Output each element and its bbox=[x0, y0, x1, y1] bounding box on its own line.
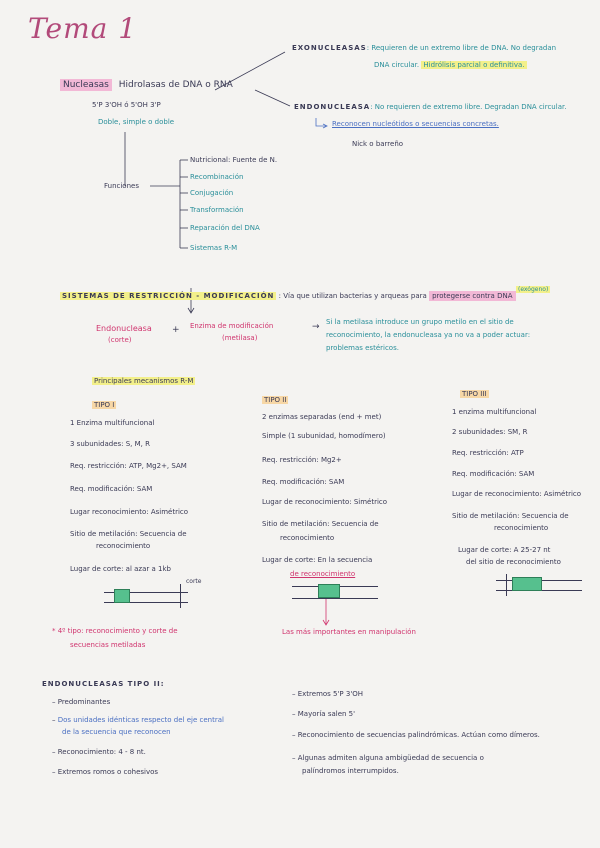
endo2-right-5: palíndromos interrumpidos. bbox=[302, 767, 399, 775]
tipo3-item-8: Lugar de corte: A 25-27 nt bbox=[458, 546, 551, 554]
endo2-right-2: – Mayoría salen 5' bbox=[292, 710, 356, 718]
tipo3-item-4: Req. modificación: SAM bbox=[452, 470, 535, 478]
endo2-left-1: – Predominantes bbox=[52, 698, 111, 706]
endo-line1 bbox=[294, 103, 566, 111]
tipo3-item-3: Req. restricción: ATP bbox=[452, 449, 524, 457]
rm-desc-a: : Vía que utilizan bacterias y arqueas para bbox=[278, 292, 427, 300]
tipo3-cut-mark bbox=[506, 574, 507, 596]
page-title: Tema 1 bbox=[28, 12, 138, 45]
endo2-left-2: – Dos unidades idénticas respecto del eje central bbox=[52, 716, 224, 724]
tipo1-cut-mark bbox=[180, 584, 181, 608]
funciones-label: Funciones bbox=[104, 182, 139, 190]
tipo3-item-2: 2 subunidades: SM, R bbox=[452, 428, 528, 436]
tipo1-item-7: reconocimiento bbox=[96, 542, 151, 550]
tipo3-item-1: 1 enzima multifuncional bbox=[452, 408, 537, 416]
nucleasas-label: Nucleasas bbox=[60, 79, 112, 91]
endo2-left-3: de la secuencia que reconocen bbox=[62, 728, 171, 736]
rm-heading: SISTEMAS DE RESTRICCIÓN - MODIFICACIÓN bbox=[62, 292, 275, 300]
tipo2-label: TIPO II bbox=[264, 396, 287, 404]
tipo1-item-1: 1 Enzima multifuncional bbox=[70, 419, 155, 427]
tipo2-item-7: reconocimiento bbox=[280, 534, 335, 542]
endo-label: ENDONUCLEASA bbox=[294, 103, 371, 111]
tipo1-cut-label: corte bbox=[186, 578, 202, 585]
line-to-endo bbox=[255, 90, 290, 106]
exo-text2a: DNA circular. bbox=[374, 61, 420, 69]
rm-enz-a: Enzima de modificación bbox=[190, 322, 274, 330]
exo-text2b: Hidrólisis parcial o definitiva. bbox=[423, 61, 525, 69]
tipo2-item-5: Lugar de reconocimiento: Simétrico bbox=[262, 498, 388, 506]
tipo1-note-b: secuencias metiladas bbox=[70, 641, 146, 649]
tipo3-item-9: del sitio de reconocimiento bbox=[466, 558, 561, 566]
rm-endo-a: Endonucleasa bbox=[96, 324, 152, 333]
tipo2-item-2: Simple (1 subunidad, homodímero) bbox=[262, 432, 386, 440]
rm-desc-c: (exógeno) bbox=[518, 286, 549, 293]
tipo3-item-6: Sitio de metilación: Secuencia de bbox=[452, 512, 569, 520]
rm-desc-b: protegerse contra DNA bbox=[429, 291, 515, 301]
rm-endo-b: (corte) bbox=[108, 336, 132, 344]
tipo1-item-4: Req. modificación: SAM bbox=[70, 485, 153, 493]
tipo2-recognition-box bbox=[318, 584, 340, 598]
tipo2-item-9: de reconocimiento bbox=[290, 570, 356, 578]
funcion-3: Conjugación bbox=[190, 189, 234, 197]
tipo1-recognition-box bbox=[114, 589, 130, 603]
tipo1-item-2: 3 subunidades: S, M, R bbox=[70, 440, 150, 448]
endo2-heading: ENDONUCLEASAS TIPO II: bbox=[42, 680, 165, 688]
tipo2-item-6: Sitio de metilación: Secuencia de bbox=[262, 520, 379, 528]
exo-label: EXONUCLEASAS bbox=[292, 44, 367, 52]
tipo2-item-8: Lugar de corte: En la secuencia bbox=[262, 556, 373, 564]
endo2-left-5: – Extremos romos o cohesivos bbox=[52, 768, 159, 776]
endo2-right-1: – Extremos 5'P 3'OH bbox=[292, 690, 364, 698]
funcion-6: Sistemas R-M bbox=[190, 244, 238, 252]
mech-heading: Principales mecanismos R-M bbox=[94, 377, 194, 385]
tipo3-item-5: Lugar de reconocimiento: Asimétrico bbox=[452, 490, 582, 498]
endo-text1: : No requieren de extremo libre. Degradan DNA circular. bbox=[370, 103, 567, 111]
tipo1-item-8: Lugar de corte: al azar a 1kb bbox=[70, 565, 171, 573]
tipo2-dna-bottom bbox=[292, 598, 378, 599]
tipo2-item-3: Req. restricción: Mg2+ bbox=[262, 456, 342, 464]
endo-text2: Reconocen nucleótidos o secuencias concretas. bbox=[332, 120, 499, 128]
tipo1-label: TIPO I bbox=[94, 401, 115, 409]
rm-heading-line bbox=[60, 292, 516, 300]
rm-plus: + bbox=[172, 325, 180, 335]
rm-enz-b: (metilasa) bbox=[222, 334, 258, 342]
endo2-left-4: – Reconocimiento: 4 - 8 nt. bbox=[52, 748, 146, 756]
endo2-right-4: – Algunas admiten alguna ambigüedad de secuencia o bbox=[292, 754, 484, 762]
nucleasas-strand: Doble, simple o doble bbox=[98, 118, 175, 126]
rm-arrow: → bbox=[312, 322, 320, 332]
tipo3-item-7: reconocimiento bbox=[494, 524, 549, 532]
endo-text3: Nick o barreño bbox=[352, 140, 404, 148]
tipo2-item-4: Req. modificación: SAM bbox=[262, 478, 345, 486]
exo-line2 bbox=[374, 61, 527, 69]
funcion-2: Recombinación bbox=[190, 173, 244, 181]
nucleasas-desc: Hidrolasas de DNA o RNA bbox=[118, 80, 233, 90]
tipo2-footer: Las más importantes en manipulación bbox=[282, 628, 416, 636]
exo-line1 bbox=[292, 44, 556, 52]
tipo3-recognition-box bbox=[512, 577, 542, 591]
tipo1-note-a: * 4º tipo: reconocimiento y corte de bbox=[52, 627, 178, 635]
tipo1-item-6: Sitio de metilación: Secuencia de bbox=[70, 530, 187, 538]
funcion-4: Transformación bbox=[190, 206, 244, 214]
endo2-right-3: – Reconocimiento de secuencias palindrómicas. Actúan como dímeros. bbox=[292, 731, 540, 739]
tipo3-label: TIPO III bbox=[462, 390, 487, 398]
funcion-5: Reparación del DNA bbox=[190, 224, 260, 232]
rm-note2: reconocimiento, la endonucleasa ya no va a poder actuar: bbox=[326, 331, 531, 339]
funcion-1: Nutricional: Fuente de N. bbox=[190, 156, 278, 164]
nucleasas-block bbox=[60, 80, 233, 91]
tipo1-item-3: Req. restricción: ATP, Mg2+, SAM bbox=[70, 462, 187, 470]
rm-note1: Si la metilasa introduce un grupo metilo en el sitio de bbox=[326, 318, 514, 326]
nucleasas-ends: 5'P 3'OH ó 5'OH 3'P bbox=[92, 101, 161, 109]
tipo1-item-5: Lugar reconocimiento: Asimétrico bbox=[70, 508, 189, 516]
exo-text1: : Requieren de un extremo libre de DNA. No degradan bbox=[366, 44, 557, 52]
rm-note3: problemas estéricos. bbox=[326, 344, 399, 352]
tipo2-item-1: 2 enzimas separadas (end + met) bbox=[262, 413, 382, 421]
